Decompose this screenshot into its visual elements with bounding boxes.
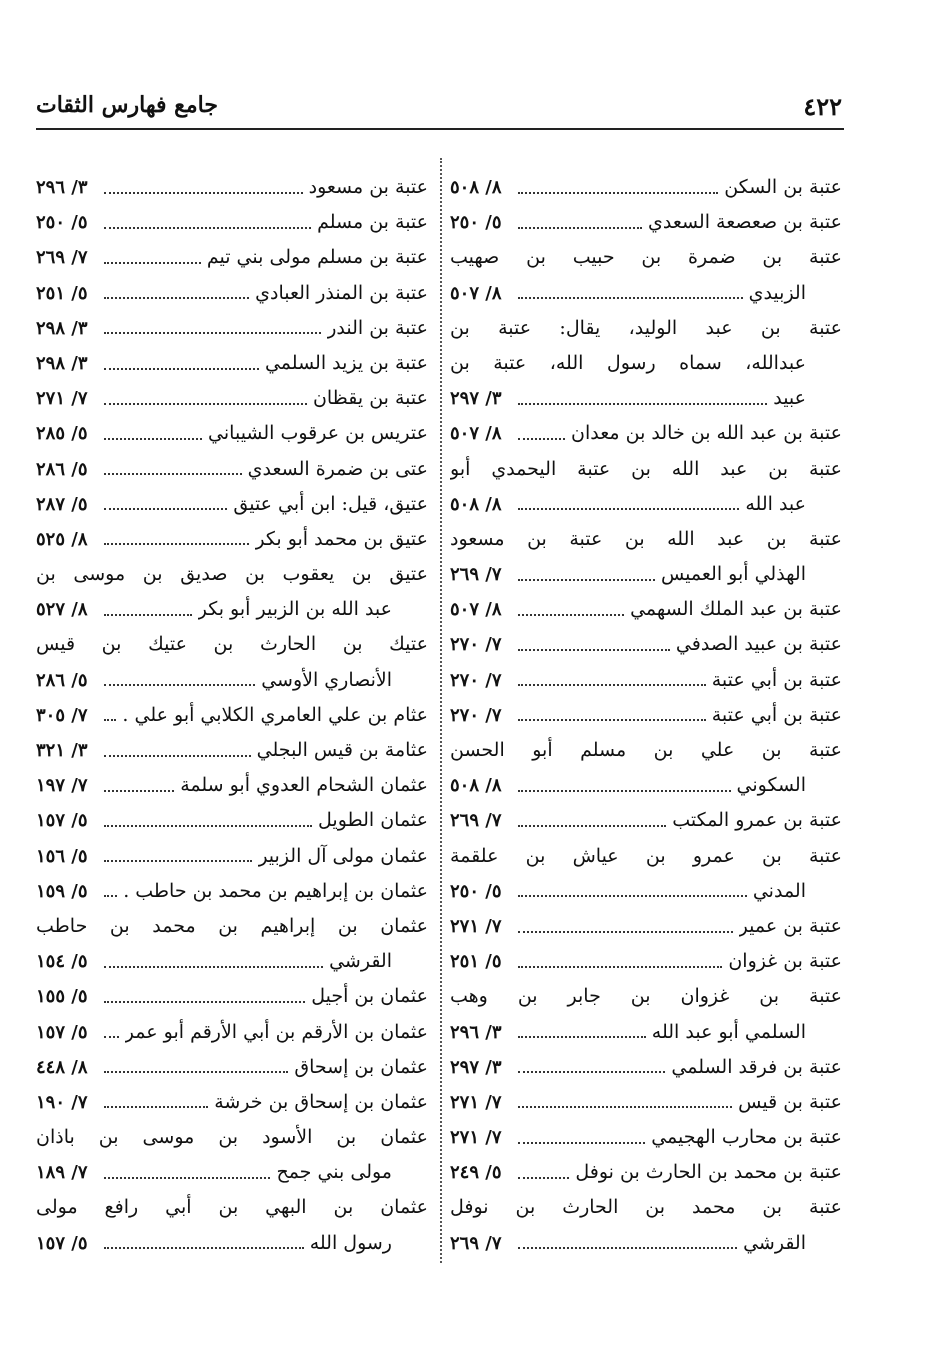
- entry-name: عتبة بن عبد الملك السهمي: [630, 598, 842, 621]
- index-entry: [450, 416, 842, 451]
- index-entry: [36, 698, 428, 733]
- entry-name: عتبة بن قيس: [738, 1090, 842, 1113]
- leader-dots: [518, 1036, 646, 1038]
- volume-page-ref: ٥/ ٢٥٠: [450, 212, 502, 234]
- entry-name: الزبيدي: [748, 281, 806, 304]
- entry-name: عثمان بن إسحاق بن خرشة: [214, 1090, 428, 1113]
- volume-page-ref: ٣/ ٢٩٨: [36, 317, 88, 339]
- volume-page-ref: ٧/ ٣٠٥: [36, 704, 88, 726]
- index-entry: [36, 1085, 428, 1120]
- leader-dots: [518, 297, 743, 299]
- index-entry: [450, 240, 842, 275]
- volume-page-ref: ٣/ ٢٩٧: [450, 1056, 502, 1078]
- index-entry-continuation: [450, 1226, 842, 1261]
- leader-dots: [104, 790, 174, 792]
- entry-name: عتبة بن مسعود: [308, 176, 428, 198]
- volume-page-ref: ٥/ ١٥٤: [36, 951, 88, 973]
- page-number: ٤٢٢: [803, 92, 842, 121]
- index-entry: [450, 979, 842, 1014]
- index-entry-continuation: [450, 557, 842, 592]
- leader-dots: [518, 227, 642, 229]
- leader-dots: [104, 438, 202, 440]
- entry-name: عتبة بن أبي عتبة: [711, 668, 842, 691]
- entry-name: السلمي أبو عبد الله: [651, 1020, 806, 1043]
- volume-page-ref: ٧/ ٢٦٩: [450, 564, 502, 586]
- entry-name: عثمان الشحام العدوي أبو سلمة: [180, 774, 428, 797]
- volume-page-ref: ٥/ ١٥٥: [36, 986, 88, 1008]
- entry-name: رسول الله: [309, 1231, 392, 1254]
- entry-name: عتبة بن عبد الله بن عتبة اليحمدي أبو: [450, 457, 842, 480]
- entry-name: عتيق، قيل: ابن أبي عتيق: [233, 492, 428, 515]
- volume-page-ref: ٣/ ٢٩٦: [450, 1021, 502, 1043]
- leader-dots: [104, 755, 251, 757]
- index-entry: [36, 1015, 428, 1050]
- index-entry: [36, 381, 428, 416]
- index-entry: [450, 627, 842, 662]
- volume-page-ref: ٧/ ٢٦٩: [36, 247, 88, 269]
- index-entry: [36, 1120, 428, 1155]
- index-entry: [36, 170, 428, 205]
- entry-name: عتبة بن محمد بن الحارث بن نوفل: [575, 1161, 842, 1184]
- volume-page-ref: ٨/ ٥٠٨: [450, 493, 502, 515]
- header-rule: [36, 128, 844, 130]
- entry-name: عثمان مولى آل الزبير: [258, 844, 428, 867]
- leader-dots: [518, 790, 731, 792]
- entry-name: عتبة بن عبيد الصدفي: [675, 633, 842, 656]
- leader-dots: [104, 719, 116, 721]
- entry-name: عتيك بن الحارث بن عتيك بن قيس: [36, 633, 428, 656]
- leader-dots: [518, 438, 565, 440]
- index-entry: [450, 1050, 842, 1085]
- entry-name: عثمان الطويل: [318, 809, 428, 832]
- index-entry: [450, 1085, 842, 1120]
- leader-dots: [518, 614, 624, 616]
- volume-page-ref: ٥/ ٢٨٦: [36, 669, 88, 691]
- volume-page-ref: ٣/ ٢٩٦: [36, 177, 88, 198]
- volume-page-ref: ٥/ ٢٤٩: [450, 1162, 502, 1184]
- entry-name: عثام بن علي العامري الكلابي أبو علي .: [122, 703, 428, 726]
- entry-name: مولى بني جمح: [276, 1161, 392, 1184]
- leader-dots: [518, 192, 718, 194]
- volume-page-ref: ٧/ ٢٧٠: [450, 634, 502, 656]
- volume-page-ref: ٧/ ٢٧٠: [450, 669, 502, 691]
- index-entry-continuation: [36, 944, 428, 979]
- leader-dots: [104, 1247, 304, 1249]
- volume-page-ref: ٣/ ٢٩٨: [36, 352, 88, 374]
- index-entry: [450, 311, 842, 346]
- volume-page-ref: ٥/ ٢٥٠: [36, 212, 88, 234]
- index-entry: [450, 1120, 842, 1155]
- leader-dots: [104, 1106, 208, 1108]
- leader-dots: [104, 684, 255, 686]
- entry-name: عتبة بن محمد بن الحارث بن نوفل: [450, 1196, 842, 1219]
- volume-page-ref: ٥/ ١٥٧: [36, 810, 88, 832]
- volume-page-ref: ٧/ ١٩٧: [36, 775, 88, 797]
- entry-name: عتبة بن صعصعة السعدي: [647, 211, 842, 234]
- entry-name: عبد الله: [745, 492, 806, 515]
- leader-dots: [104, 403, 307, 405]
- volume-page-ref: ٥/ ١٥٧: [36, 1232, 88, 1254]
- leader-dots: [104, 614, 192, 616]
- entry-name: الهذلي أبو العميس: [660, 563, 806, 586]
- index-entry: [36, 909, 428, 944]
- entry-name: عتبة بن عبد الله بن خالد بن معدان: [571, 422, 842, 445]
- entry-name: عتبة بن غزوان: [728, 950, 842, 973]
- leader-dots: [104, 1001, 305, 1003]
- index-entry: [450, 663, 842, 698]
- volume-page-ref: ٧/ ٢٧١: [450, 1127, 502, 1149]
- entry-name: عتبة بن فرقد السلمي: [671, 1055, 842, 1078]
- entry-name: عثمان بن إسحاق: [294, 1055, 428, 1078]
- leader-dots: [518, 684, 706, 686]
- volume-page-ref: ٨/ ٥٠٧: [450, 599, 502, 621]
- index-entry-continuation: [36, 663, 428, 698]
- index-entry: [450, 592, 842, 627]
- leader-dots: [518, 1071, 665, 1073]
- index-entry: [36, 627, 428, 662]
- index-entry: [36, 240, 428, 275]
- entry-name: عبد الله بن الزبير أبو بكر: [197, 598, 392, 621]
- volume-page-ref: ٣/ ٣٢١: [36, 740, 88, 761]
- index-entry: [36, 205, 428, 240]
- index-entry: [450, 1155, 842, 1190]
- leader-dots: [104, 297, 249, 299]
- entry-name: عتى بن ضمرة السعدي: [247, 457, 428, 480]
- index-entry: [36, 276, 428, 311]
- entry-name: عثمان بن الأسود بن موسى بن باذان: [36, 1126, 428, 1149]
- entry-name: عتبة بن أبي عتبة: [711, 703, 842, 726]
- index-entry: [36, 733, 428, 768]
- entry-name: عتبة بن مسلم: [317, 211, 428, 234]
- volume-page-ref: ٥/ ١٥٩: [36, 880, 88, 902]
- index-entry: [36, 1190, 428, 1225]
- leader-dots: [518, 579, 655, 581]
- index-entry: [36, 768, 428, 803]
- index-entry-continuation: [450, 874, 842, 909]
- volume-page-ref: ٥/ ٢٨٦: [36, 458, 88, 480]
- leader-dots: [104, 966, 323, 968]
- index-entry: [450, 944, 842, 979]
- index-entry: [36, 979, 428, 1014]
- index-entry: [36, 452, 428, 487]
- leader-dots: [104, 368, 259, 370]
- leader-dots: [104, 1071, 288, 1073]
- index-entry: [450, 803, 842, 838]
- entry-name: عثمان بن إبراهيم بن محمد بن حاطب: [36, 914, 428, 937]
- leader-dots: [104, 895, 117, 897]
- index-entry: [36, 522, 428, 557]
- index-entry: [450, 698, 842, 733]
- volume-page-ref: ٨/ ٥٢٧: [36, 599, 88, 621]
- entry-name: عتبة بن الندر: [327, 316, 428, 339]
- entry-name: عتيق بن محمد أبو بكر: [255, 527, 428, 550]
- volume-page-ref: ٣/ ٢٩٧: [450, 388, 502, 410]
- leader-dots: [104, 227, 311, 229]
- index-entry: [450, 452, 842, 487]
- leader-dots: [518, 931, 733, 933]
- volume-page-ref: ٧/ ٢٧١: [450, 1091, 502, 1113]
- index-entry: [450, 205, 842, 240]
- leader-dots: [104, 1036, 119, 1038]
- entry-name: الأنصاري الأوسي: [261, 668, 392, 691]
- volume-page-ref: ٥/ ١٥٧: [36, 1021, 88, 1043]
- leader-dots: [518, 649, 670, 651]
- entry-name: عتبة بن عبد الوليد، يقال: عتبة بن: [450, 316, 842, 339]
- index-entry: [450, 733, 842, 768]
- index-entry-continuation: [450, 346, 842, 381]
- index-entry: [450, 522, 842, 557]
- index-entry: [450, 1190, 842, 1225]
- leader-dots: [518, 895, 747, 897]
- volume-page-ref: ٨/ ٥٠٧: [450, 282, 502, 304]
- index-column-right: [450, 170, 842, 1261]
- entry-name: القرشي: [329, 950, 392, 973]
- volume-page-ref: ٧/ ٢٧١: [36, 388, 88, 410]
- volume-page-ref: ٧/ ٢٦٩: [450, 1232, 502, 1254]
- volume-page-ref: ٧/ ٢٦٩: [450, 810, 502, 832]
- volume-page-ref: ٥/ ٢٨٥: [36, 423, 88, 445]
- volume-page-ref: ٥/ ٢٨٧: [36, 493, 88, 515]
- entry-name: عثمان بن البهي بن أبي رافع مولى: [36, 1196, 428, 1219]
- entry-name: عتبة بن محارب الهجيمي: [651, 1126, 842, 1149]
- index-entry: [36, 346, 428, 381]
- entry-name: عتبة بن عبد الله بن عتبة بن مسعود: [450, 527, 842, 550]
- leader-dots: [104, 332, 321, 334]
- volume-page-ref: ٨/ ٤٤٨: [36, 1056, 88, 1078]
- volume-page-ref: ٨/ ٥٠٨: [450, 775, 502, 797]
- index-entry: [450, 170, 842, 205]
- index-entry: [450, 839, 842, 874]
- volume-page-ref: ٥/ ٢٥١: [36, 282, 88, 304]
- entry-name: القرشي: [743, 1231, 806, 1254]
- leader-dots: [518, 719, 706, 721]
- leader-dots: [518, 1247, 737, 1249]
- index-entry: [36, 487, 428, 522]
- entry-name: عتبة بن مسلم مولى بني تيم: [206, 246, 428, 269]
- volume-page-ref: ٨/ ٥٠٧: [450, 423, 502, 445]
- leader-dots: [104, 825, 312, 827]
- index-entry: [36, 557, 428, 592]
- entry-name: عتبة بن يقظان: [312, 387, 428, 410]
- leader-dots: [518, 825, 666, 827]
- leader-dots: [104, 192, 303, 194]
- index-entry-continuation: [450, 276, 842, 311]
- entry-name: عتبة بن عمرو المكتب: [672, 809, 842, 832]
- index-entry: [36, 839, 428, 874]
- index-entry-continuation: [36, 1155, 428, 1190]
- entry-name: عتبة بن علي بن مسلم أبو الحسن: [450, 739, 842, 761]
- leader-dots: [104, 473, 242, 475]
- entry-name: عتبة بن غزوان بن جابر بن وهب: [450, 985, 842, 1008]
- leader-dots: [518, 1177, 569, 1179]
- entry-name: عثمان بن أجيل: [311, 985, 428, 1008]
- entry-name: المدني: [752, 879, 806, 902]
- volume-page-ref: ٧/ ١٨٩: [36, 1162, 88, 1184]
- leader-dots: [518, 1106, 732, 1108]
- index-entry-continuation: [36, 592, 428, 627]
- leader-dots: [104, 860, 252, 862]
- index-entry: [36, 874, 428, 909]
- index-entry-continuation: [450, 381, 842, 416]
- index-entry: [36, 416, 428, 451]
- entry-name: عبيد: [773, 387, 806, 410]
- volume-page-ref: ٧/ ١٩٠: [36, 1091, 88, 1113]
- entry-name: عتبة بن السكن: [724, 176, 842, 198]
- index-entry-continuation: [450, 768, 842, 803]
- index-entry: [450, 909, 842, 944]
- index-entry: [36, 803, 428, 838]
- leader-dots: [518, 1142, 645, 1144]
- leader-dots: [104, 543, 249, 545]
- entry-name: عتبة بن يزيد السلمي: [264, 351, 428, 374]
- book-title: جامع فهارس الثقات: [36, 92, 218, 118]
- entry-name: عثمان بن الأرقم بن أبي الأرقم أبو عمر: [124, 1020, 428, 1043]
- volume-page-ref: ٥/ ٢٥١: [450, 951, 502, 973]
- entry-name: عثامة بن قيس البجلي: [256, 739, 428, 761]
- entry-name: عتبة بن ضمرة بن حبيب بن صهيب: [450, 246, 842, 269]
- entry-name: عثمان بن إبراهيم بن محمد بن حاطب .: [123, 879, 428, 902]
- entry-name: عتبة بن المنذر العبادي: [255, 281, 428, 304]
- volume-page-ref: ٧/ ٢٧٠: [450, 704, 502, 726]
- entry-name: عتبة بن عمير: [738, 914, 842, 937]
- entry-name: عتريس بن عرقوب الشيباني: [208, 422, 428, 445]
- volume-page-ref: ٨/ ٥٠٨: [450, 177, 502, 198]
- index-entry: [36, 1050, 428, 1085]
- index-column-left: [36, 170, 428, 1261]
- column-divider: [440, 158, 442, 1263]
- index-entry: [36, 311, 428, 346]
- volume-page-ref: ٥/ ٢٥٠: [450, 880, 502, 902]
- leader-dots: [104, 1177, 270, 1179]
- entry-name: عتبة بن عمرو بن عياش بن علقمة: [450, 844, 842, 867]
- index-entry-continuation: [450, 1015, 842, 1050]
- leader-dots: [104, 262, 201, 264]
- leader-dots: [104, 508, 227, 510]
- leader-dots: [518, 508, 739, 510]
- entry-name: السكوني: [736, 774, 806, 797]
- volume-page-ref: ٧/ ٢٧١: [450, 915, 502, 937]
- volume-page-ref: ٥/ ١٥٦: [36, 845, 88, 867]
- index-entry-continuation: [36, 1226, 428, 1261]
- index-entry-continuation: [450, 487, 842, 522]
- leader-dots: [518, 966, 722, 968]
- entry-name: عتيق بن يعقوب بن صديق بن موسى بن: [36, 563, 428, 586]
- volume-page-ref: ٨/ ٥٢٥: [36, 528, 88, 550]
- page-header: [36, 92, 842, 126]
- entry-name: عبدالله، سماه رسول الله، عتبة بن: [450, 351, 806, 374]
- leader-dots: [518, 403, 767, 405]
